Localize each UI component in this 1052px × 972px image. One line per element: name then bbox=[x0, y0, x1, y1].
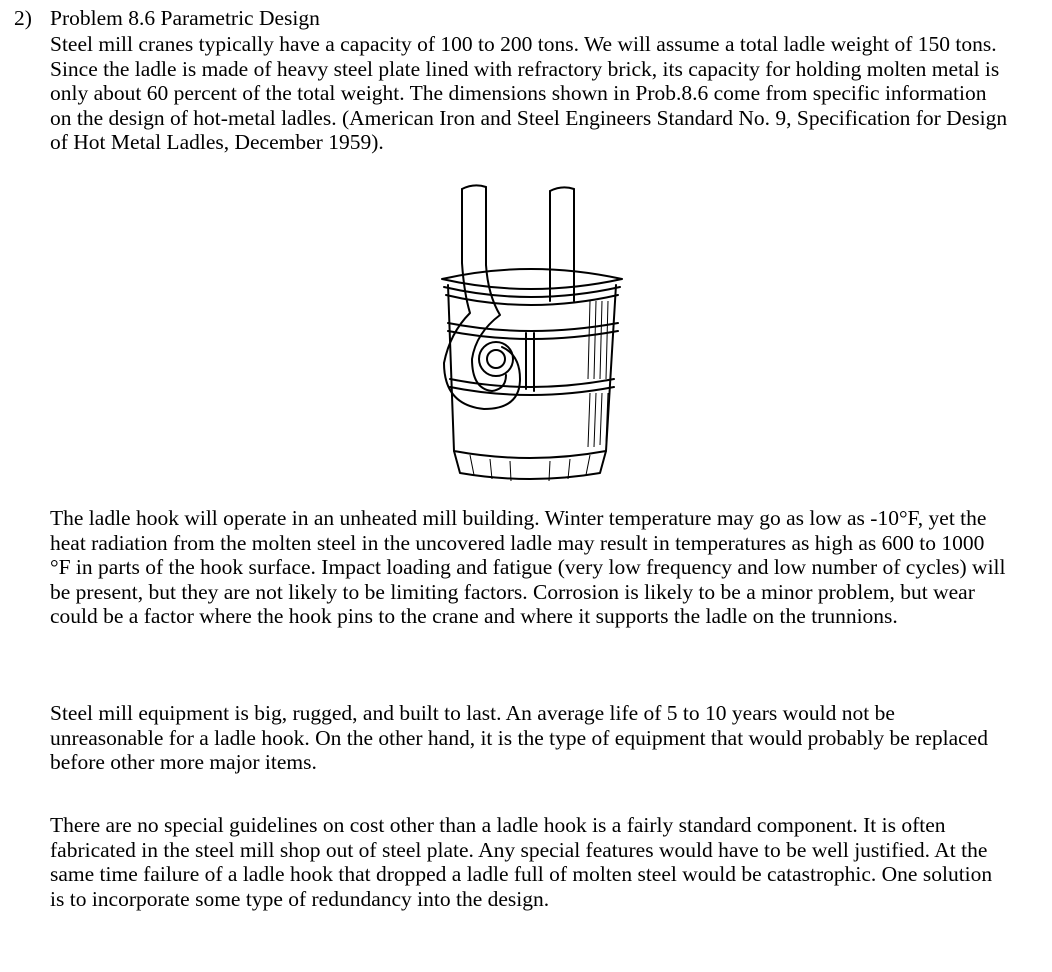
problem-title: Problem 8.6 Parametric Design bbox=[50, 6, 320, 30]
ladle-hook-drawing bbox=[430, 183, 630, 493]
problem-number: 2) bbox=[14, 6, 32, 30]
paragraph-operating-conditions: The ladle hook will operate in an unheated mill building. Winter temperature may go as low as -10°F, yet the heat radiation from the molten steel in the uncovered ladle may result in temperatures as high as 600 to 1000 °F in parts of the hook surface. Impact loading and fatigue (very low frequency and low number of cycles) will be present, but they are not likely to be limiting factors. Corrosion is likely to be a minor problem, but wear could be a factor where the hook pins to the crane and where it supports the ladle on the trunnions. bbox=[50, 506, 1006, 628]
ladle-hook-illustration bbox=[430, 183, 630, 493]
problem-heading bbox=[14, 6, 320, 30]
paragraph-cost-guidelines: There are no special guidelines on cost other than a ladle hook is a fairly standard component. It is often fabricated in the steel mill shop out of steel plate. Any special features would have to be well justified. At the same time failure of a ladle hook that dropped a ladle full of molten steel would be catastrophic. One solution is to incorporate some type of redundancy into the design. bbox=[50, 813, 993, 911]
paragraph-equipment-life: Steel mill equipment is big, rugged, and built to last. An average life of 5 to 10 years would not be unreasonable for a ladle hook. On the other hand, it is the type of equipment that would probably be replaced before other more major items. bbox=[50, 701, 988, 774]
paragraph-crane-capacity: Steel mill cranes typically have a capacity of 100 to 200 tons. We will assume a total ladle weight of 150 tons. Since the ladle is made of heavy steel plate lined with refractory brick, its capacity for holding molten metal is only about 60 percent of the total weight. The dimensions shown in Prob.8.6 come from specific information on the design of hot-metal ladles. (American Iron and Steel Engineers Standard No. 9, Specification for Design of Hot Metal Ladles, December 1959). bbox=[50, 32, 1008, 154]
